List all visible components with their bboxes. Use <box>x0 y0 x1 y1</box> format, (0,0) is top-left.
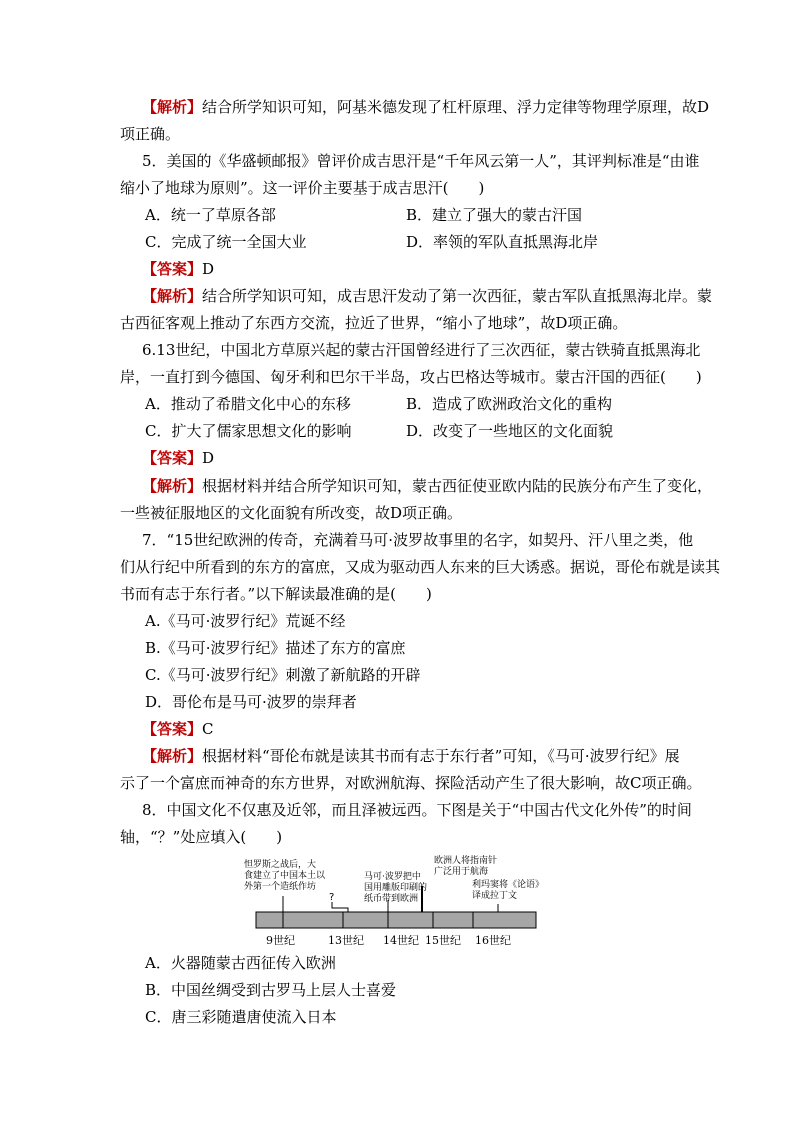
analysis-label: 【解析】 <box>142 747 203 765</box>
timeline-note-compass: 欧洲人将指南针 广泛用于航海 <box>434 856 498 877</box>
timeline-note-paper-money: 马可·波罗把中 国用雕版印刷的 纸币带到欧洲 <box>364 872 428 904</box>
analysis-text: 根据材料“哥伦布就是读其书而有志于东行者”可知，《马可·波罗行纪》展 <box>202 747 680 765</box>
q6-analysis-line1 <box>142 476 713 496</box>
q7-stem-line3: 书而有志于东行者。”以下解读最准确的是( ) <box>120 585 432 603</box>
q8-option-b: B．中国丝绸受到古罗马上层人士喜爱 <box>145 981 397 999</box>
analysis-text: 结合所学知识可知，成吉思汗发动了第一次西征，蒙古军队直抵黑海北岸。蒙 <box>202 287 713 305</box>
q7-option-c: C.《马可·波罗行纪》刺激了新航路的开辟 <box>145 666 421 684</box>
answer-label: 【答案】 <box>142 720 203 738</box>
q7-answer <box>142 719 702 739</box>
analysis-text: 结合所学知识可知，阿基米德发现了杠杆原理、浮力定律等物理学原理，故D <box>202 98 710 116</box>
q6-option-c: C．扩大了儒家思想文化的影响 <box>145 422 352 440</box>
q6-stem-line2: 岸，一直打到今德国、匈牙利和巴尔干半岛，攻占巴格达等城市。蒙古汗国的西征( ) <box>120 368 702 386</box>
q5-analysis-line2: 古西征客观上推动了东西方交流，拉近了世界，“缩小了地球”，故D项正确。 <box>120 314 628 332</box>
q5-option-d: D．率领的军队直抵黑海北岸 <box>406 233 599 251</box>
q6-option-b: B．造成了欧洲政治文化的重构 <box>406 395 613 413</box>
answer-label: 【答案】 <box>142 260 203 278</box>
q6-option-a: A．推动了希腊文化中心的东移 <box>145 395 351 413</box>
answer-value: C <box>202 720 214 738</box>
analysis-label: 【解析】 <box>142 477 203 495</box>
q4-analysis-line2: 项正确。 <box>120 125 181 143</box>
q5-option-b: B．建立了强大的蒙古汗国 <box>406 206 583 224</box>
timeline-note-paper: 怛罗斯之战后，大 食建立了中国本土以 外第一个造纸作坊 <box>244 860 326 892</box>
q8-option-a: A．火器随蒙古西征传入欧洲 <box>145 954 336 972</box>
q7-option-d: D．哥伦布是马可·波罗的崇拜者 <box>145 693 357 711</box>
q5-answer <box>142 259 702 279</box>
q6-answer <box>142 448 702 468</box>
answer-label: 【答案】 <box>142 449 203 467</box>
timeline-tick-15th-century: 15世纪 <box>425 934 461 947</box>
q6-analysis-line2: 一些被征服地区的文化面貌有所改变，故D项正确。 <box>120 504 463 522</box>
q6-option-d: D．改变了一些地区的文化面貌 <box>406 422 614 440</box>
timeline-note-analects: 利玛窦将《论语》 译成拉丁文 <box>472 880 545 901</box>
analysis-label: 【解析】 <box>142 287 203 305</box>
q7-option-a: A.《马可·波罗行纪》荒诞不经 <box>145 612 346 630</box>
culture-timeline-figure <box>228 852 548 952</box>
q5-stem-line1: 5．美国的《华盛顿邮报》曾评价成吉思汗是“千年风云第一人”，其评判标准是“由谁 <box>142 152 700 170</box>
q7-analysis-line2: 示了一个富庶而神奇的东方世界，对欧洲航海、探险活动产生了很大影响，故C项正确。 <box>120 774 702 792</box>
q6-stem-line1: 6.13世纪，中国北方草原兴起的蒙古汗国曾经进行了三次西征，蒙古铁骑直抵黑海北 <box>142 341 701 359</box>
q5-option-a: A．统一了草原各部 <box>145 206 276 224</box>
answer-value: D <box>202 449 215 467</box>
q4-analysis-line1 <box>142 97 710 117</box>
q7-stem-line1: 7．“15世纪欧洲的传奇，充满着马可·波罗故事里的名字，如契丹、汗八里之类，他 <box>142 531 694 549</box>
answer-value: D <box>202 260 215 278</box>
timeline-question-mark: ? <box>329 892 335 903</box>
q7-stem-line2: 们从行纪中所看到的东方的富庶，又成为驱动西人东来的巨大诱惑。据说，哥伦布就是读其 <box>120 558 721 576</box>
analysis-label: 【解析】 <box>142 98 203 116</box>
q7-option-b: B.《马可·波罗行纪》描述了东方的富庶 <box>145 639 406 657</box>
q8-option-c: C．唐三彩随遣唐使流入日本 <box>145 1008 337 1026</box>
timeline-tick-16th-century: 16世纪 <box>475 934 511 947</box>
analysis-text: 根据材料并结合所学知识可知，蒙古西征使亚欧内陆的民族分布产生了变化， <box>202 477 713 495</box>
q5-analysis-line1 <box>142 286 713 306</box>
q8-stem-line2: 轴，“？”处应填入( ) <box>120 828 283 846</box>
q8-stem-line1: 8．中国文化不仅惠及近邻，而且泽被远西。下图是关于“中国古代文化外传”的时间 <box>142 801 692 819</box>
q5-stem-line2: 缩小了地球为原则”。这一评价主要基于成吉思汗( ) <box>120 179 485 197</box>
q7-analysis-line1 <box>142 746 702 766</box>
timeline-tick-13th-century: 13世纪 <box>328 934 364 947</box>
timeline-tick-14th-century: 14世纪 <box>383 934 419 947</box>
q5-option-c: C．完成了统一全国大业 <box>145 233 307 251</box>
timeline-tick-9th-century: 9世纪 <box>266 934 295 947</box>
